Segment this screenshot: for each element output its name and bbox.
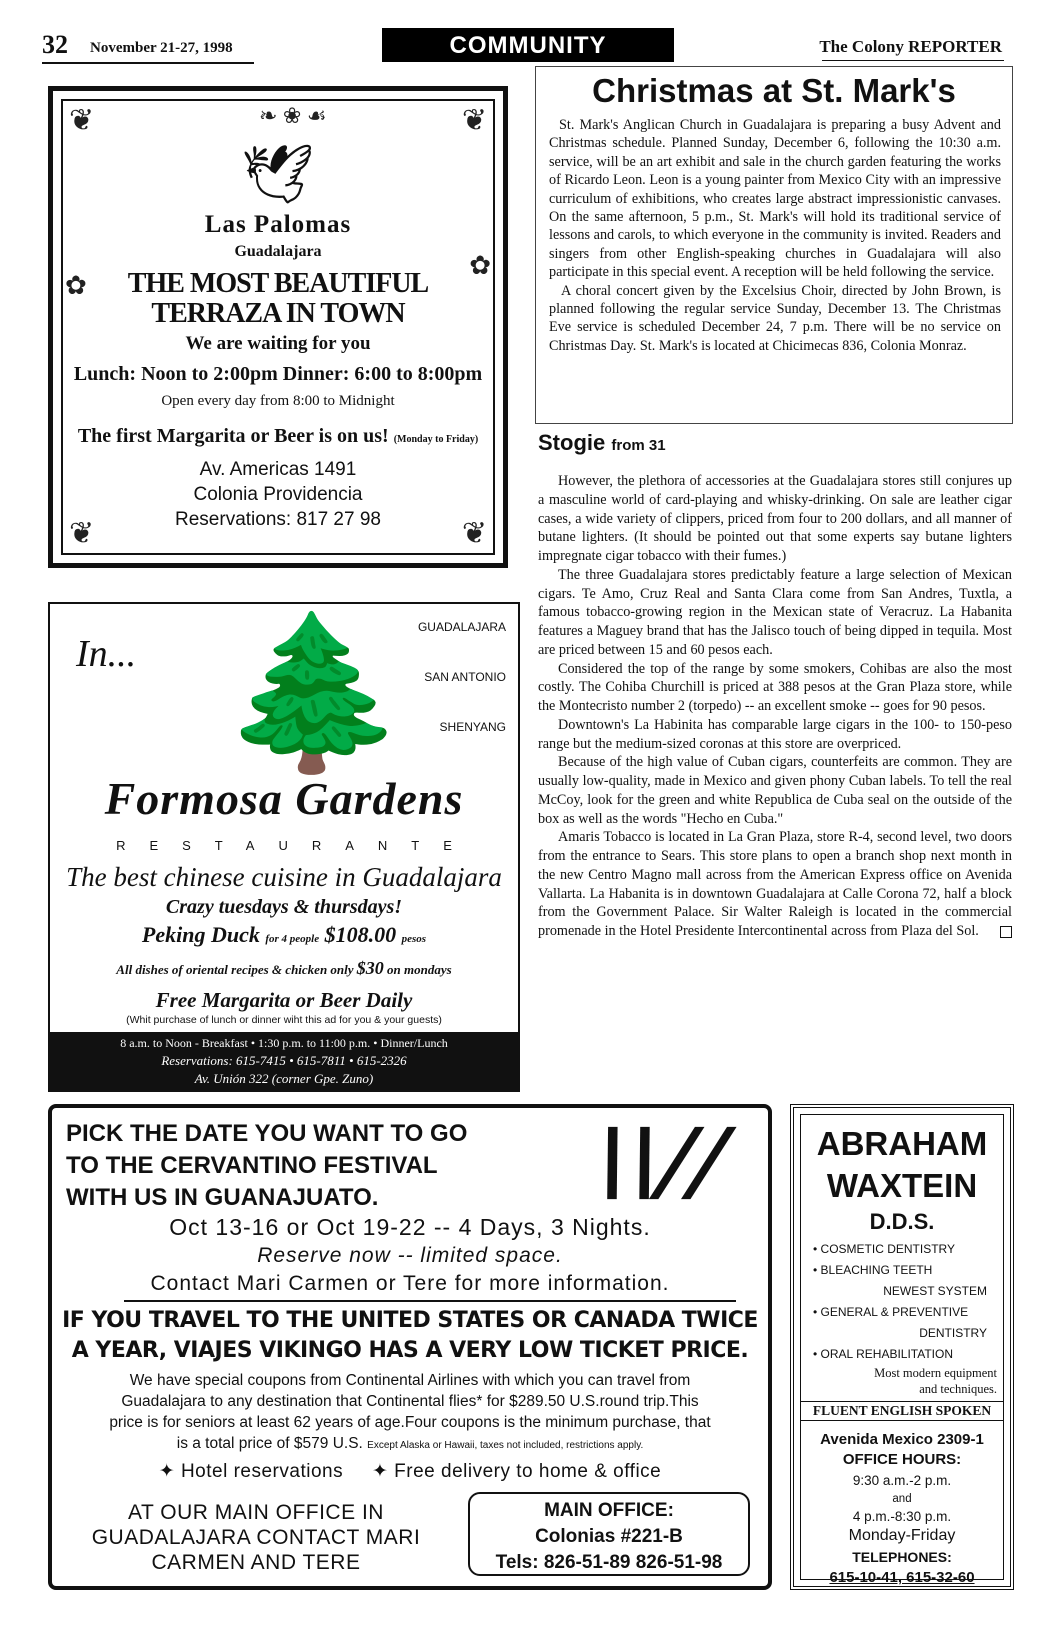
stogie-paragraph: Downtown's La Habinita has comparable large cigars in the 100- to 150-peso range but the medium-sized coronas at this store are overpriced. [538, 716, 1012, 752]
services-list [813, 1239, 995, 1365]
corner-ornament-icon: ❦ [461, 104, 487, 137]
stogie-continued: from 31 [611, 437, 666, 454]
service-hotel: ✦ Hotel reservations [158, 1461, 344, 1482]
trip-dates: Oct 13-16 or Oct 19-22 -- 4 Days, 3 Nights. [169, 1214, 651, 1240]
main-office-phones: Tels: 826-51-89 826-51-98 [495, 1552, 723, 1573]
top-ornament-icon: ❧ ❀ ☙ [259, 103, 327, 128]
pine-tree-icon: 🌲 [220, 611, 407, 777]
degree: D.D.S. [869, 1209, 935, 1234]
dentist-name-2: WAXTEIN [826, 1167, 978, 1204]
header-rule [42, 62, 254, 64]
peking-currency: pesos [401, 933, 427, 945]
contact-note: Contact Mari Carmen or Tere for more information. [150, 1272, 670, 1295]
address-line-2: Colonia Providencia [193, 484, 363, 505]
main-office-title: MAIN OFFICE: [544, 1500, 674, 1521]
corner-ornament-icon: ❦ [69, 517, 95, 550]
reservations: Reservations: 817 27 98 [175, 509, 381, 530]
tagline-line-2: TERRAZA IN TOWN [151, 298, 405, 329]
equipment-line-2: and techniques. [919, 1382, 997, 1396]
peking-label: Peking Duck [141, 922, 260, 947]
reserve-note: Reserve now -- limited space. [257, 1244, 563, 1267]
peking-duck [50, 922, 518, 948]
side-ornament-icon: ✿ [65, 271, 87, 300]
info-bar [50, 1032, 518, 1090]
office-contact [72, 1500, 440, 1575]
tagline-line-1: THE MOST BEAUTIFUL [127, 268, 429, 299]
address-block [63, 457, 493, 532]
side-ornament-icon: ✿ [469, 251, 491, 280]
ad-waxtein [790, 1104, 1014, 1590]
ad-cervantino [48, 1104, 772, 1590]
headline [66, 1118, 467, 1214]
service-item: • BLEACHING TEETH [813, 1263, 933, 1277]
headline-line-3: WITH US IN GUANAJUATO. [66, 1184, 379, 1211]
telephone-numbers: 615-10-41, 615-32-60 [829, 1569, 975, 1586]
all-dishes-price: $30 [356, 958, 384, 978]
open-text: Open every day from 8:00 to Midnight [161, 393, 395, 409]
tagline [63, 269, 493, 329]
end-mark-icon [1000, 926, 1012, 938]
ad-formosa-gardens [48, 602, 520, 1092]
hours-morning: 9:30 a.m.-2 p.m. [852, 1473, 952, 1488]
waiting-text: We are waiting for you [185, 333, 371, 354]
office-line-2: GUADALAJARA CONTACT MARI [91, 1526, 421, 1549]
coupons-text [52, 1370, 768, 1456]
location-1: GUADALAJARA [417, 620, 506, 634]
service-item: DENTISTRY [919, 1326, 987, 1340]
brand-name: Formosa Gardens [104, 773, 464, 824]
service-delivery: ✦ Free delivery to home & office [371, 1461, 662, 1482]
telephones-label: TELEPHONES: [852, 1549, 952, 1565]
main-office-box [468, 1492, 750, 1576]
stogie-paragraph: However, the plethora of accessories at the Guadalajara stores still conjures up a masculine world of card-playing and whisky-drinking. On sale are leather cigar cases, a wide variety of clippers, priced from four to 200 dollars, and all manner of butane lighters. (It should be pointed out that some experts say butane lighters impregnate cigar tobacco with their fumes.) [538, 473, 1012, 564]
corner-ornament-icon: ❦ [69, 104, 95, 137]
issue-date: November 21-27, 1998 [90, 40, 233, 56]
ticket-headline-2: A YEAR, VIAJES VIKINGO HAS A VERY LOW TICKET PRICE. [71, 1338, 749, 1363]
promo-text [63, 425, 493, 448]
services-line [52, 1460, 768, 1483]
address-line: Av. Unión 322 (corner Gpe. Zuno) [194, 1071, 374, 1086]
ticket-headline-1: IF YOU TRAVEL TO THE UNITED STATES OR CANADA TWICE [62, 1308, 758, 1333]
location-2: SAN ANTONIO [424, 670, 506, 684]
stogie-last-text: Amaris Tobacco is located in La Gran Plaza, store R-4, second level, two doors from the entrance to Sears. This store plans to open a branch shop next month in the new Centro Magno mall across from the American Express office on Avenida Vallarta. La Habanita is in downtown Guadalajara at Calle Corona 72, half a block from the Government Palace. Sir Walter Raleigh is located in the commercial promenade in the Hotel Presidente Intercontinental across from Plaza del Sol. [538, 829, 1012, 939]
stogie-paragraph: Because of the high value of Cuban cigars, counterfeits are common. They are usually low-quality, made in Mexico and given phony Cuban labels. To tell the real McCoy, look for the green and white Republica de Cuba seal on the outside of the box as well as the words "Hecho en Cuba." [538, 754, 1012, 827]
best-cuisine: The best chinese cuisine in Guadalajara [66, 862, 502, 892]
stogie-paragraph: Considered the top of the range by some smokers, Cohibas are also the most costly. The Cohiba Churchill is priced at 388 pesos at the Gran Plaza store, while the Montecristo number 2 (torpedo) -- an excellent smoke -- goes for 90 pesos. [538, 660, 1012, 714]
dentist-name-1: ABRAHAM [816, 1125, 988, 1162]
hours-and: and [892, 1493, 912, 1505]
article-paragraph: A choral concert given by the Excelsius Choir, directed by John Brown, is planned following the regular service Sunday, December 13. The Christmas Eve service is scheduled December 24, 7 p.m. There will be no service on Christmas Day. St. Mark's is located at Chicimecas 836, Colonia Monraz. [549, 282, 1001, 354]
headline-line-1: PICK THE DATE YOU WANT TO GO [66, 1120, 468, 1147]
all-dishes [50, 958, 518, 979]
hours-line: 8 a.m. to Noon - Breakfast • 1:30 p.m. to 11:00 p.m. • Dinner/Lunch [120, 1036, 448, 1050]
office-days: Monday-Friday [848, 1527, 956, 1544]
stogie-paragraph: The three Guadalajara stores predictably feature a large selection of Mexican cigars. Te Amo, Cruz Real and Santa Clara come from San Andres, Tuxtla, a famous tobacco-growing region in the Mexican state of Veracruz. La Habanita features a Maguey brand that has the Jalisco touch of being dipped in tequila. Most are priced between 15 and 60 pesos each. [538, 566, 1012, 658]
corner-ornament-icon: ❦ [461, 517, 487, 550]
peking-price: $108.00 [324, 922, 397, 947]
equipment-note [801, 1365, 997, 1397]
vikingo-logo-icon: \\// [580, 1109, 743, 1212]
article-body [549, 116, 1001, 355]
crazy-days: Crazy tuesdays & thursdays! [165, 896, 403, 918]
article-title: Christmas at St. Mark's [592, 72, 956, 109]
promo-main: The first Margarita or Beer is on us! [77, 425, 389, 447]
page-number: 32 [42, 30, 68, 59]
ad-frame [800, 1114, 1004, 1586]
ticket-headline [52, 1306, 768, 1366]
restaurante-label: RESTAURANTE [116, 838, 476, 853]
article-paragraph: St. Mark's Anglican Church in Guadalajara is preparing a busy Advent and Christmas schedule. Planned Sunday, December 6, following the 10:30 a.m. service, will be an art exhibit and sale in the church garden featuring the works of Ricardo Leon. Leon is a young painter from Mexico City with an impressive curriculum of exhibitions, who creates large abstract impressionistic canvases. On the same afternoon, 5 p.m., St. Mark's will hold its traditional service of lessons and carols, to which everyone in the community is invited. Readers and singers from other English-speaking churches in Guadalajara will also participate in this special event. A reception will be held following the service. [549, 117, 1001, 281]
stogie-title: Stogie [538, 430, 606, 455]
paper-name: The Colony REPORTER [819, 37, 1002, 56]
all-dishes-day: on mondays [387, 962, 452, 977]
service-item: • ORAL REHABILITATION [813, 1347, 954, 1361]
location-3: SHENYANG [439, 720, 506, 734]
service-item: • GENERAL & PREVENTIVE [813, 1305, 969, 1319]
reservations-line: Reservations: 615-7415 • 615-7811 • 615-2326 [161, 1053, 407, 1068]
hours-text: Lunch: Noon to 2:00pm Dinner: 6:00 to 8:00pm [73, 363, 483, 385]
in-text: In... [76, 633, 137, 675]
dentist-name [801, 1123, 1003, 1207]
service-item: NEWEST SYSTEM [883, 1284, 987, 1298]
free-drink: Free Margarita or Beer Daily [155, 988, 413, 1012]
stogie-body [538, 472, 1012, 941]
promo-days: (Monday to Friday) [393, 434, 479, 445]
headline-line-2: TO THE CERVANTINO FESTIVAL [66, 1152, 438, 1179]
service-item: • COSMETIC DENTISTRY [813, 1242, 955, 1256]
stogie-paragraph-last [538, 828, 1012, 941]
restaurant-city: Guadalajara [234, 243, 322, 260]
restaurant-name: Las Palomas [204, 211, 352, 238]
hours-afternoon: 4 p.m.-8:30 p.m. [852, 1509, 952, 1524]
office-address: Avenida Mexico 2309-1 [820, 1431, 984, 1448]
divider [124, 1300, 736, 1302]
ad-las-palomas [48, 86, 508, 568]
office-line-3: CARMEN AND TERE [151, 1551, 361, 1574]
office-hours-label: OFFICE HOURS: [842, 1451, 962, 1468]
equipment-line-1: Most modern equipment [874, 1366, 997, 1380]
purchase-note: (Whit purchase of lunch or dinner wiht this ad for you & your guests) [126, 1014, 442, 1026]
paper-rule [822, 60, 1004, 61]
section-banner: COMMUNITY [382, 28, 674, 62]
office-line-1: AT OUR MAIN OFFICE IN [128, 1501, 384, 1524]
all-dishes-text: All dishes of oriental recipes & chicken only [116, 962, 354, 977]
peking-for: for 4 people [265, 933, 320, 945]
coupons-fine-print: Except Alaska or Hawaii, taxes not included, restrictions apply. [367, 1440, 644, 1451]
ad-frame [61, 99, 495, 555]
fluent-english: FLUENT ENGLISH SPOKEN [801, 1401, 1003, 1421]
stogie-heading [538, 430, 666, 456]
coupons-body: We have special coupons from Continental Airlines with which you can travel from Guadalajara to any destination that Continental flies* for $289.50 U.S.round trip.This price is for seniors at least 62 years of age.Four coupons is the minimum purchase, that is a total price of $579 U.S. [109, 1372, 711, 1452]
doves-icon: 🕊 [241, 142, 315, 207]
main-office-address: Colonias #221-B [535, 1526, 683, 1547]
address-line-1: Av. Americas 1491 [199, 459, 357, 480]
